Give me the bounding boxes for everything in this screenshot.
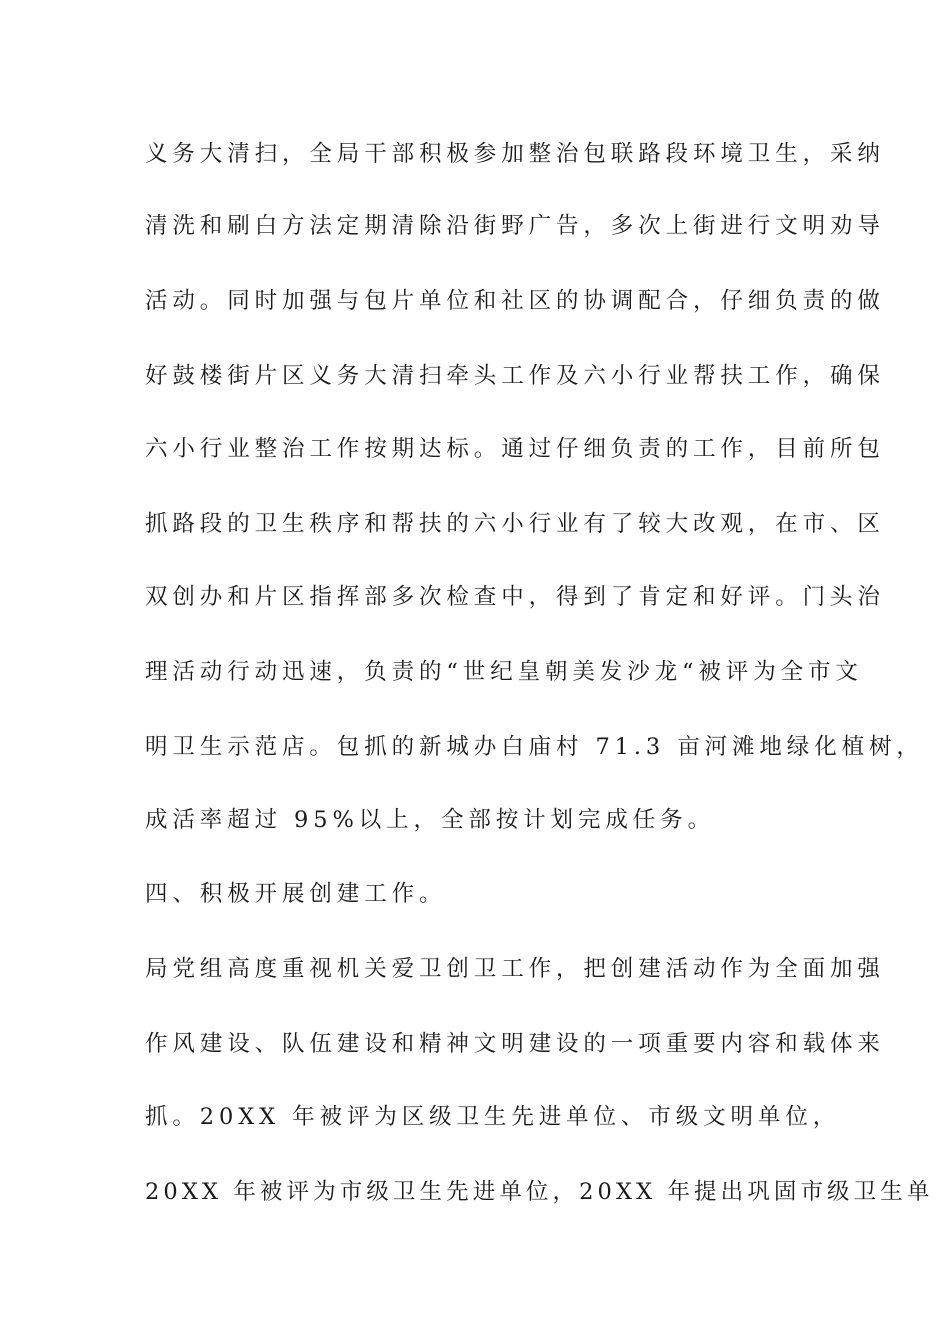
- text-line: 抓。20XX 年被评为区级卫生先进单位、市级文明单位，: [145, 1104, 841, 1130]
- text-line: 局党组高度重视机关爱卫创卫工作，把创建活动作为全面加强: [145, 956, 885, 982]
- text-line: 作风建设、队伍建设和精神文明建设的一项重要内容和载体来: [145, 1031, 885, 1057]
- text-line: 好鼓楼街片区义务大清扫牵头工作及六小行业帮扶工作，确保: [145, 363, 885, 389]
- text-line: 清洗和刷白方法定期清除沿街野广告，多次上街进行文明劝导: [145, 213, 885, 239]
- text-line: 义务大清扫，全局干部积极参加整治包联路段环境卫生，采纳: [145, 141, 885, 167]
- text-line: 活动。同时加强与包片单位和社区的协调配合，仔细负责的做: [145, 288, 885, 314]
- text-line: 成活率超过 95%以上，全部按计划完成任务。: [145, 807, 715, 833]
- section-heading: 四、积极开展创建工作。: [145, 881, 447, 907]
- text-line: 明卫生示范店。包抓的新城办白庙村 71.3 亩河滩地绿化植树，: [145, 734, 924, 760]
- text-line: 抓路段的卫生秩序和帮扶的六小行业有了较大改观，在市、区: [145, 511, 885, 537]
- text-line: 20XX 年被评为市级卫生先进单位，20XX 年提出巩固市级卫生单: [145, 1179, 934, 1205]
- text-line: 六小行业整治工作按期达标。通过仔细负责的工作，目前所包: [145, 436, 885, 462]
- text-line: 双创办和片区指挥部多次检查中，得到了肯定和好评。门头治: [145, 584, 885, 610]
- text-line: 理活动行动迅速，负责的“世纪皇朝美发沙龙“被评为全市文: [145, 659, 863, 685]
